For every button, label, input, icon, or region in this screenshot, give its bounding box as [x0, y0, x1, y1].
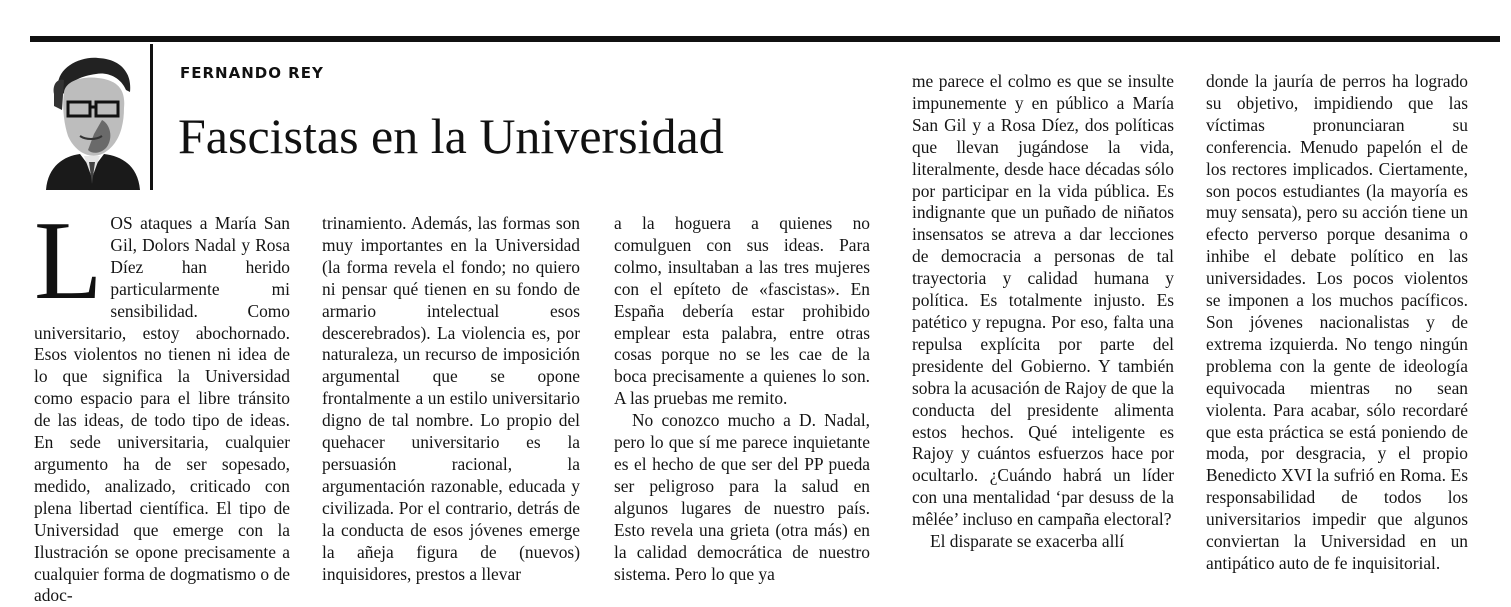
drop-cap: L [34, 199, 103, 323]
article-column-4 [912, 71, 1174, 553]
article-column-3 [614, 213, 870, 585]
article-paragraph: donde la jauría de perros ha logrado su objetivo, impidiendo que las víctimas pronunciaran su conferencia. Menudo papelón el de los rectores implicados. Ciertamente, son pocos estudiantes (la mayoría es muy sensata), pero su acción tiene un efecto perverso porque desanima o inhibe el debate político en las universidades. Los pocos violentos se imponen a los muchos pacíficos. Son jóvenes nacionalistas y de extrema izquierda. No tengo ningún problema con la gente de ideología equivocada mientras no sean violenta. Para acabar, sólo recordaré que esta práctica se está poniendo de moda, por desgracia, y el propio Benedicto XVI la sufrió en Roma. Es responsabilidad de todos los universitarios impedir que algunos conviertan la Universidad en un antipático auto de fe inquisitorial. [1206, 71, 1468, 573]
article-paragraph: No conozco mucho a D. Nadal, pero lo que sí me parece inquietante es el hecho de que ser del PP pueda ser peligroso para la salud en algunos lugares de nuestro país. Esto revela una grieta (otra más) en la calidad democrática de nuestro sistema. Pero lo que ya [614, 410, 870, 584]
article-paragraph: trinamiento. Además, las formas son muy importantes en la Universidad (la forma revela el fondo; no quiero ni pensar qué tienen en su fondo de armario intelectual esos descerebrados). La violencia es, por naturaleza, un recurso de imposición argumental que se opone frontalmente a un estilo universitario digno de tal nombre. Lo propio del quehacer universitario es la persuasión racional, la argumentación razonable, educada y civilizada. Por el contrario, detrás de la conducta de esos jóvenes emerge la añeja figura de (nuevos) inquisidores, prestos a llevar [322, 213, 580, 584]
article-headline: Fascistas en la Universidad [178, 108, 724, 164]
author-portrait [40, 50, 146, 190]
header-divider [150, 44, 153, 190]
article-column-1 [34, 199, 290, 607]
article-paragraph: a la hoguera a quienes no comulguen con sus ideas. Para colmo, insultaban a las tres mujeres con el epíteto de «fascistas». En España debería estar prohibido emplear esta palabra, entre otras cosas porque no se les cae de la boca precisamente a quienes lo son. A las pruebas me remito. [614, 213, 870, 409]
article-paragraph [34, 199, 290, 607]
paragraph-text: OS ataques a María San Gil, Dolors Nadal y Rosa Díez han herido particularmente mi sensibilidad. Como universitario, estoy abochornado. Esos violentos no tienen ni idea de lo que significa la Universidad como espacio para el libre tránsito de las ideas, de todo tipo de ideas. En sede universitaria, cualquier argumento ha de ser sopesado, medido, analizado, criticado con plena libertad científica. El tipo de Universidad que emerge con la Ilustración se opone precisamente a cualquier forma de dogmatismo o de adoc- [34, 213, 290, 606]
article-paragraph: me parece el colmo es que se insulte impunemente y en público a María San Gil y a Rosa Díez, dos políticas que llevan jugándose la vida, literalmente, desde hace décadas sólo por participar en la vida pública. Es indignante que un puñado de niñatos insensatos se atreva a dar lecciones de democracia a personas de tal trayectoria y calidad humana y política. Es totalmente injusto. Es patético y repugna. Por eso, falta una repulsa explícita por parte del presidente del Gobierno. Y también sobra la acusación de Rajoy de que la conducta del presidente alimenta estos hechos. Qué inteligente es Rajoy y cuántos esfuerzos hace por ocultarlo. ¿Cuándo habrá un líder con una mentalidad ‘par desuss de la mêlée’ incluso en campaña electoral? [912, 71, 1174, 530]
article-paragraph: El disparate se exacerba allí [930, 531, 1125, 552]
top-rule [30, 36, 1500, 42]
article-column-2 [322, 213, 580, 585]
author-byline: FERNANDO REY [180, 64, 324, 82]
article-column-5 [1206, 71, 1468, 575]
